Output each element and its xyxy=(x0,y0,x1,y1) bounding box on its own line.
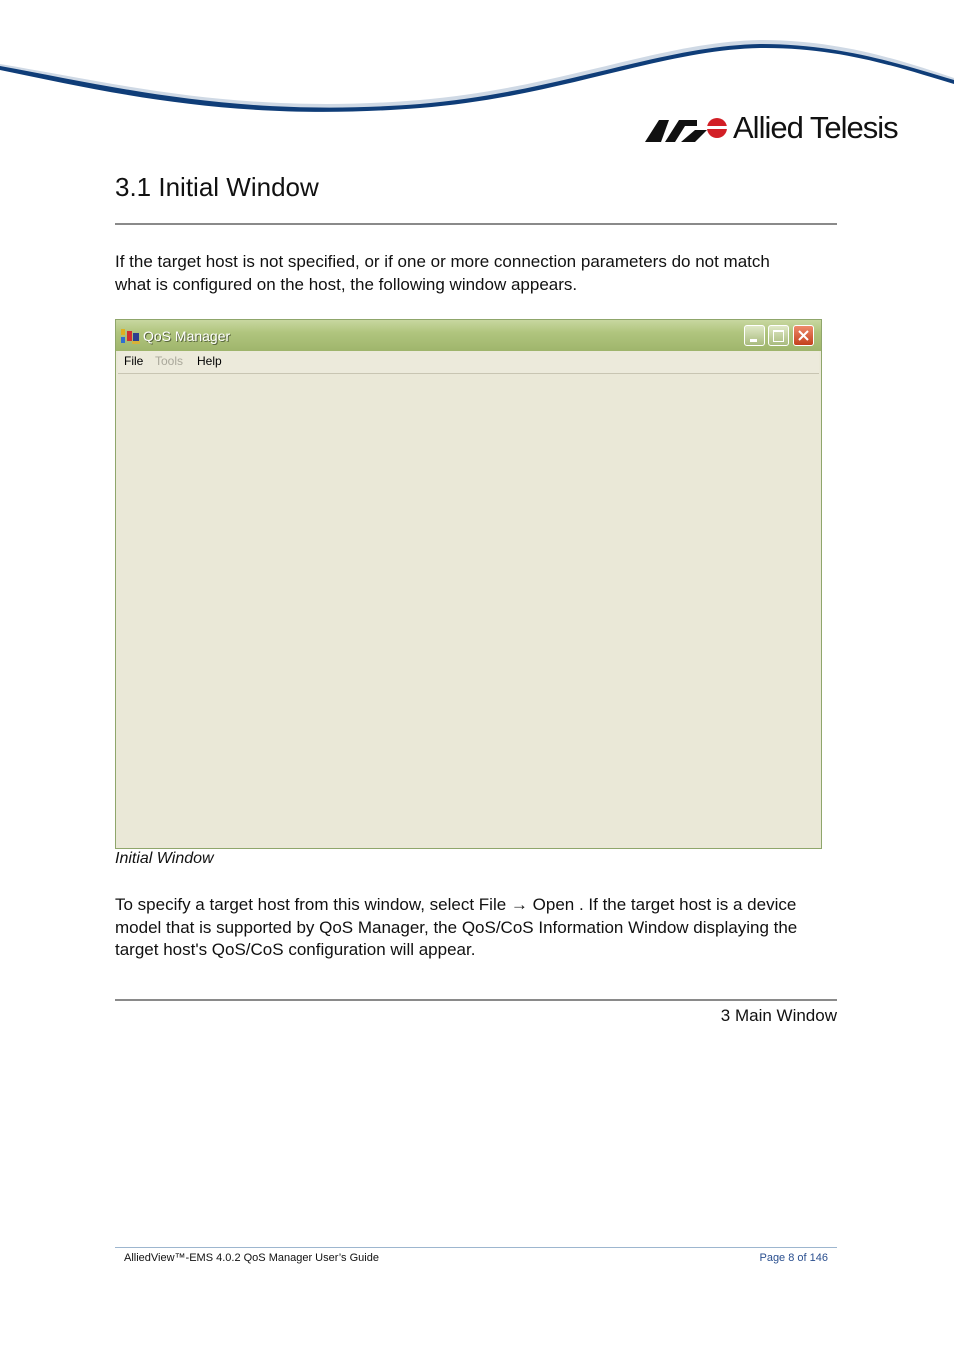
body-line-1-pre: To specify a target host from this window, select xyxy=(115,895,479,914)
maximize-button[interactable] xyxy=(768,325,789,346)
title-divider xyxy=(115,223,837,225)
minimize-icon xyxy=(745,326,764,345)
menu-file[interactable]: File xyxy=(124,354,144,368)
body-line-3: target host's QoS/CoS configuration will appear. xyxy=(115,940,476,959)
body-line-2: model that is supported by QoS Manager, the QoS/CoS Information Window displaying the xyxy=(115,917,798,937)
footer-page-number: Page 8 of 146 xyxy=(759,1252,828,1264)
allied-telesis-logo-icon xyxy=(645,114,729,146)
footer-divider xyxy=(115,1247,837,1248)
minimize-button[interactable] xyxy=(744,325,765,346)
figure-caption: Initial Window xyxy=(115,850,214,867)
window-client-area xyxy=(118,374,819,846)
menu-tools[interactable]: Tools xyxy=(155,354,184,368)
body-line-1-post: . If the target host is a device xyxy=(574,895,797,914)
footer-guide-title: AlliedView™-EMS 4.0.2 QoS Manager User’s Guide xyxy=(124,1252,379,1264)
maximize-icon xyxy=(769,326,788,345)
close-icon xyxy=(794,326,813,345)
window-title: QoS Manager xyxy=(143,328,231,344)
menu-help[interactable]: Help xyxy=(197,354,222,368)
chapter-divider xyxy=(115,999,837,1001)
window-titlebar[interactable] xyxy=(116,320,821,351)
close-button[interactable] xyxy=(793,325,814,346)
logo-text: Allied Telesis xyxy=(733,110,898,145)
menu-bar xyxy=(118,351,819,374)
qos-manager-window xyxy=(115,319,822,849)
allied-telesis-logo xyxy=(645,108,905,148)
menu-path-arrow: → xyxy=(506,895,533,914)
intro-line-2: what is configured on the host, the following window appears. xyxy=(115,274,578,294)
intro-paragraph xyxy=(115,251,837,296)
menu-path-file: File xyxy=(478,895,507,914)
intro-line-1: If the target host is not specified, or if one or more connection parameters do not match xyxy=(115,252,770,271)
qos-manager-app-icon xyxy=(120,327,140,345)
section-title: 3.1 Initial Window xyxy=(115,172,319,202)
body-paragraph xyxy=(115,894,837,962)
chapter-label: 3 Main Window xyxy=(720,1006,837,1025)
menu-path-open: Open xyxy=(532,895,575,914)
body-line-1 xyxy=(115,894,837,917)
